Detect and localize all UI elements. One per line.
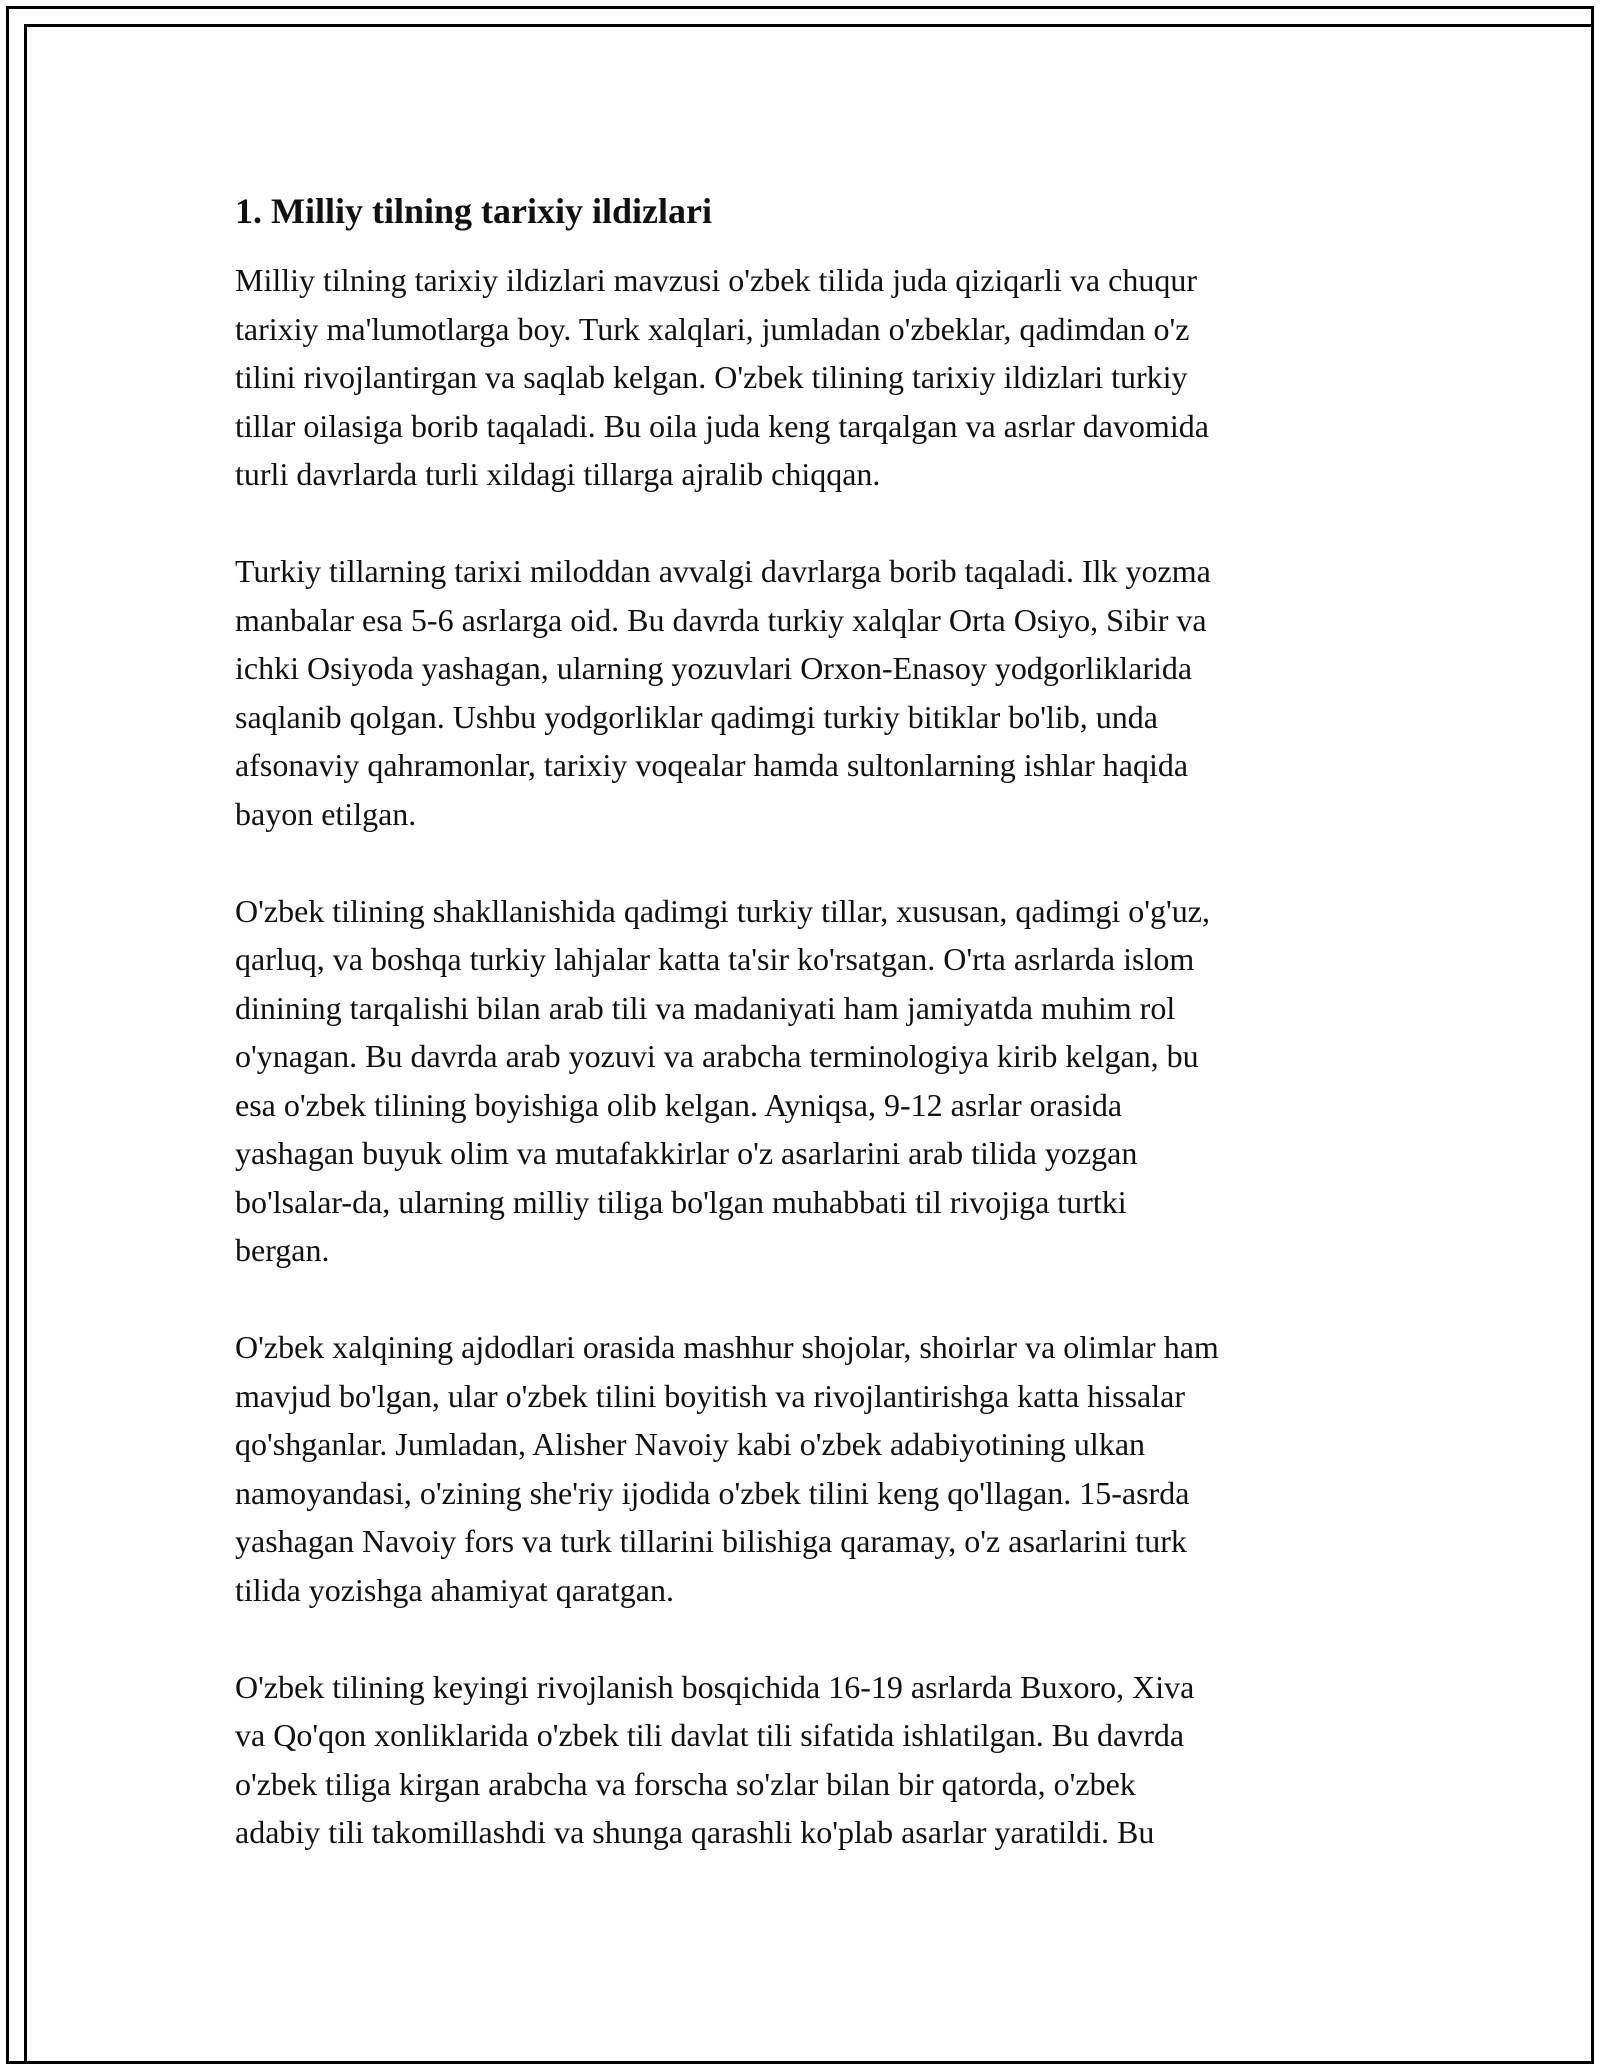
paragraph-5 [235, 1663, 1385, 1857]
text-line: ichki Osiyoda yashagan, ularning yozuvlari Orxon-Enasoy yodgorliklarida [235, 650, 1193, 686]
text-line: bayon etilgan. [235, 795, 417, 832]
text-line: o'ynagan. Bu davrda arab yozuvi va arabcha terminologiya kirib kelgan, bu [235, 1038, 1199, 1074]
paragraph-1 [235, 256, 1385, 499]
text-line: afsonaviy qahramonlar, tarixiy voqealar hamda sultonlarning ishlar haqida [235, 747, 1189, 783]
text-line: dinining tarqalishi bilan arab tili va madaniyati ham jamiyatda muhim rol [235, 989, 1176, 1026]
paragraph-3 [235, 887, 1385, 1275]
text-line: tilida yozishga ahamiyat qaratgan. [235, 1571, 674, 1608]
text-line: va Qo'qon xonliklarida o'zbek tili davlat tili sifatida ishlatilgan. Bu davrda [235, 1717, 1185, 1753]
text-line: bergan. [235, 1232, 330, 1268]
document-body [235, 186, 1385, 1905]
text-line: bo'lsalar-da, ularning milliy tiliga bo'lgan muhabbati til rivojiga turtki [235, 1183, 1127, 1220]
text-line: O'zbek tilining keyingi rivojlanish bosqichida 16-19 asrlarda Buxoro, Xiva [235, 1668, 1195, 1705]
text-line: o'zbek tiliga kirgan arabcha va forscha so'zlar bilan bir qatorda, o'zbek [235, 1765, 1136, 1802]
text-line: manbalar esa 5-6 asrlarga oid. Bu davrda turkiy xalqlar Orta Osiyo, Sibir va [235, 601, 1207, 638]
text-line: Milliy tilning tarixiy ildizlari mavzusi o'zbek tilida juda qiziqarli va chuqur [235, 262, 1197, 298]
text-line: adabiy tili takomillashdi va shunga qarashli ko'plab asarlar yaratildi. Bu [235, 1814, 1155, 1850]
text-line: O'zbek tilining shakllanishida qadimgi turkiy tillar, xususan, qadimgi o'g'uz, [235, 892, 1210, 929]
text-line: yashagan Navoiy fors va turk tillarini bilishiga qaramay, o'z asarlarini turk [235, 1523, 1187, 1559]
text-line: Turkiy tillarning tarixi miloddan avvalgi davrlarga borib taqaladi. Ilk yozma [235, 553, 1211, 589]
section-heading: 1. Milliy tilning tarixiy ildizlari [235, 191, 712, 231]
text-line: qarluq, va boshqa turkiy lahjalar katta ta'sir ko'rsatgan. O'rta asrlarda islom [235, 941, 1195, 977]
paragraph-4 [235, 1323, 1385, 1614]
text-line: O'zbek xalqining ajdodlari orasida mashhur shojolar, shoirlar va olimlar ham [235, 1329, 1219, 1365]
text-line: tillar oilasiga borib taqaladi. Bu oila juda keng tarqalgan va asrlar davomida [235, 407, 1209, 444]
text-line: tilini rivojlantirgan va saqlab kelgan. O'zbek tilining tarixiy ildizlari turkiy [235, 359, 1188, 395]
text-line: yashagan buyuk olim va mutafakkirlar o'z asarlarini arab tilida yozgan [235, 1135, 1138, 1171]
paragraph-2 [235, 547, 1385, 838]
text-line: mavjud bo'lgan, ular o'zbek tilini boyitish va rivojlantirishga katta hissalar [235, 1377, 1185, 1414]
text-line: tarixiy ma'lumotlarga boy. Turk xalqlari, jumladan o'zbeklar, qadimdan o'z [235, 310, 1190, 347]
text-line: saqlanib qolgan. Ushbu yodgorliklar qadimgi turkiy bitiklar bo'lib, unda [235, 698, 1158, 735]
text-line: namoyandasi, o'zining she'riy ijodida o'zbek tilini keng qo'llagan. 15-asrda [235, 1474, 1190, 1511]
text-line: esa o'zbek tilining boyishiga olib kelgan. Ayniqsa, 9-12 asrlar orasida [235, 1086, 1123, 1123]
text-line: turli davrlarda turli xildagi tillarga ajralib chiqqan. [235, 456, 881, 492]
text-line: qo'shganlar. Jumladan, Alisher Navoiy kabi o'zbek adabiyotining ulkan [235, 1426, 1146, 1462]
